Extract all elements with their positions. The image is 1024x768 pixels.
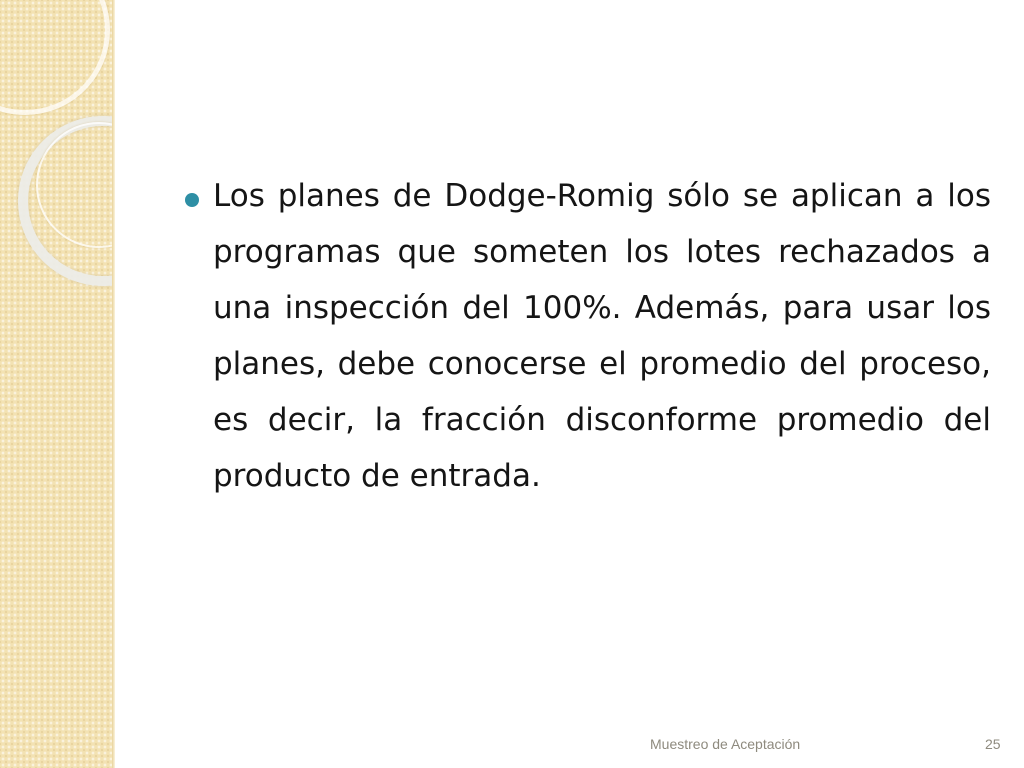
bullet-text: Los planes de Dodge-Romig sólo se aplican a los programas que someten los lotes rechazados a una inspección del 100%. Además, para usar los planes, debe conocerse el promedio del proceso, es decir, la fracción disconforme promedio del producto de entrada. [213, 178, 991, 494]
decorative-side-panel [0, 0, 112, 768]
bullet-icon [185, 193, 199, 207]
page-number: 25 [985, 736, 1001, 752]
bullet-item [185, 168, 991, 504]
decorative-ring [0, 0, 110, 115]
slide-body [185, 168, 991, 504]
side-panel-edge [112, 0, 115, 768]
footer-title: Muestreo de Aceptación [650, 736, 801, 752]
